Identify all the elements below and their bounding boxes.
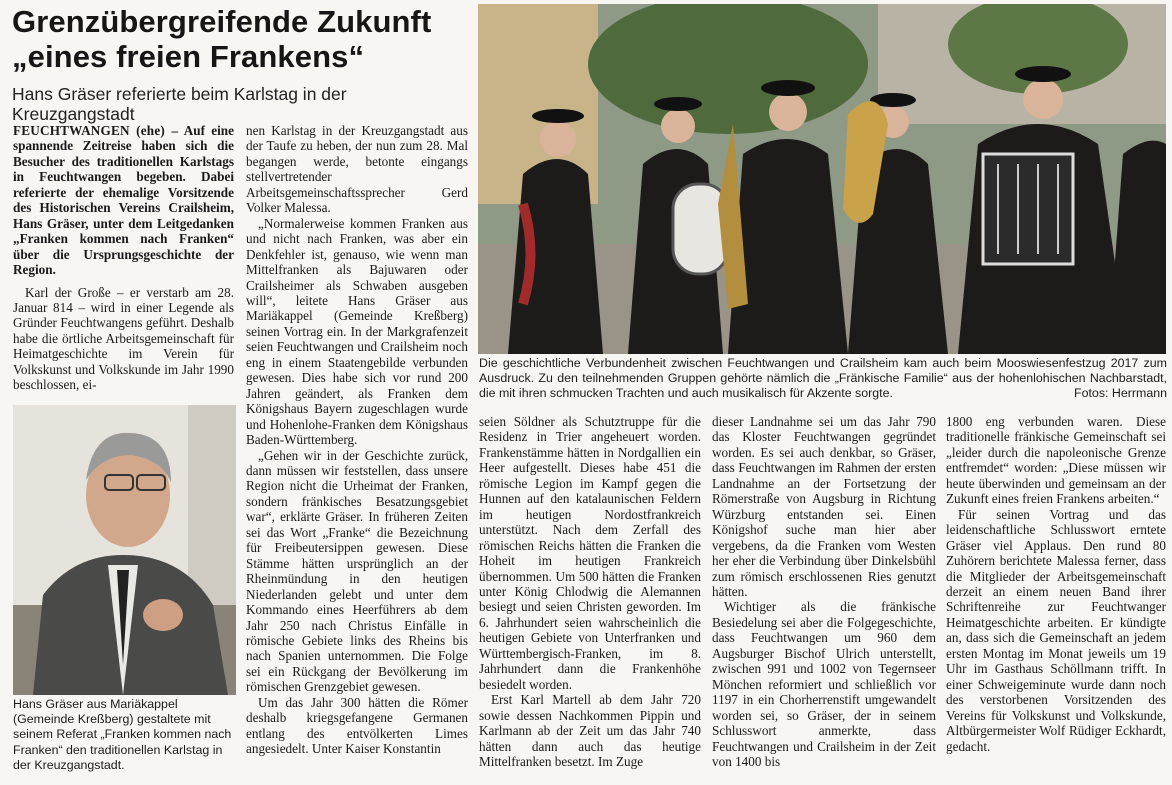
paragraph: dieser Landnahme sei um das Jahr 790 das Kloster Feuchtwangen gegründet worden. Es sei auch denkbar, so Gräser, dass Feuchtwangen im Rahmen der ersten Landnahme an der Fortsetzung der Römerstraße von Augsburg in Richtung Würzburg entstanden sei. Einen Königshof suche man hier aber vergebens, da die Franken vom Westen her eher die Verbindung über Dinkelsbühl zum römisch erschlossenen Ries genutzt hätten. — [712, 414, 936, 599]
paragraph: 1800 eng verbunden waren. Diese traditionelle fränkische Gemeinschaft sei „leider durch die napoleonische Grenze entfremdet“ worden: „Diese müssen wir heute überwinden und gemeinsam an der Zukunft eines freien Frankens arbeiten.“ — [946, 414, 1166, 507]
parade-photo — [478, 4, 1166, 354]
paragraph: „Normalerweise kommen Franken aus und nicht nach Franken, was aber ein Denkfehler ist, genauso, wie wenn man Mittelfranken als Bajuwaren oder Crailsheimer als Schwaben ausgeben will“, leitete Hans Gräser aus Mariäkappel (Gemeinde Kreßberg) seinen Vortrag ein. In der Markgrafenzeit seien Feuchtwangen und Crailsheim noch eng in einem Staatengebilde verbunden gewesen. Dies habe sich vor rund 200 Jahren geändert, als Franken dem Königshaus Bayern zugeschlagen wurde und Hohenlohe-Franken dem Königshaus Baden-Württemberg. — [246, 215, 468, 448]
paragraph: Erst Karl Martell ab dem Jahr 720 sowie dessen Nachkommen Pippin und Karlmann ab der Zeit um das Jahr 740 hätten dann auch das heutige Mittelfranken besetzt. Im Zuge — [479, 692, 701, 769]
paragraph: „Gehen wir in der Geschichte zurück, dann müssen wir feststellen, dass unsere Region nicht die Urheimat der Franken, sondern fränkisches Besatzungsgebiet war“, erklärte Gräser. In früheren Zeiten sei das Wort „Franke“ die Bezeichnung für Freibeutersippen gewesen. Diese Stämme hätten ursprünglich an der Rheinmündung in den heutigen Niederlanden gelebt und unter dem Kommando eines Heerführers ab dem Jahr 250 nach Christus Einfälle in römische Gebiete links des Rheins bis nach Spanien unternommen. Die Folge sei ein Rückgang der Bevölkerung im römischen Grenzgebiet gewesen. — [246, 447, 468, 695]
paragraph: Für seinen Vortrag und das leidenschaftliche Schlusswort erntete Gräser viel Applaus. Den rund 80 Zuhörern berichtete Malessa ferner, dass die Mitglieder der Arbeitsgemeinschaft derzeit an einem neuen Band ihrer Schriftenreihe zur Feuchtwanger Heimatgeschichte arbeiten. Er kündigte an, dass sich die Gemeinschaft an jedem ersten Montag im Monat jeweils um 19 Uhr im Gasthaus Schöllmann trifft. In einer Schweigeminute wurde dann noch des verstorbenen Vorsitzenden des Vereins für Volkskunst und Volkskunde, Altbürgermeister Wolf Rüdiger Eckhardt, gedacht. — [946, 506, 1166, 754]
parade-photo-caption — [479, 356, 1167, 402]
article-column-1 — [13, 123, 234, 393]
article-column-5 — [946, 414, 1166, 754]
paragraph: nen Karlstag in der Kreuzgangstadt aus der Taufe zu heben, der nun zum 28. Mal begangen werde, betonte eingangs stellvertretender Arbeitsgemeinschaftssprecher Gerd Volker Malessa. — [246, 123, 468, 216]
dateline: FEUCHTWANGEN (ehe) – — [13, 123, 179, 138]
lead-text: Auf eine spannende Zeitreise haben sich die Besucher des traditionellen Karlstags in Feuchtwangen begeben. Dabei referierte der ehemalige Vorsitzende des Historischen Vereins Crailsheim, Hans Gräser, unter dem Leitgedanken „Franken kommen nach Franken“ über die Ursprungsgeschichte der Region. — [13, 123, 234, 278]
paragraph: seien Söldner als Schutztruppe für die Residenz in Trier angeheuert worden. Frankenstämme hätten in Nordgallien ein Heer aufgestellt. Dieses habe 451 die römische Legion im Kampf gegen die Hunnen auf den katalaunischen Feldern im heutigen Nordostfrankreich unterstützt. Nach dem Zerfall des römischen Reichs hätten die Franken die Hoheit im heutigen Frankreich übernommen. Um 500 hätten die Franken unter König Chlodwig die Alemannen besiegt und seien Christen geworden. Im 6. Jahrhundert seien wahrscheinlich die heutigen Gebiete von Unterfranken und Württembergisch-Franken, im 8. Jahrhundert dann die Frankenhöhe besiedelt worden. — [479, 414, 701, 692]
article-headline: Grenzübergreifende Zukunft „eines freien Frankens“ — [12, 4, 432, 74]
paragraph: Wichtiger als die fränkische Besiedelung sei aber die Folgegeschichte, dass Feuchtwangen um 960 dem Augsburger Bischof Ulrich unterstellt, zwischen 991 und 1002 von Tegernseer Mönchen reformiert und schließlich vor 1197 in ein Chorherrenstift umgewandelt worden sei, so Gräser, der in seinem Schlusswort anmerkte, dass Feuchtwangen und Crailsheim in der Zeit von 1400 bis — [712, 599, 936, 769]
portrait-photo-image — [13, 405, 236, 695]
caption-text: Die geschichtliche Verbundenheit zwischen Feuchtwangen und Crailsheim kam auch beim Mooswiesenfestzug 2017 zum Ausdruck. Zu den teilnehmenden Gruppen gehörte nämlich die „Fränkische Familie“ aus der hohenlohischen Nachbarstadt, die mit ihren schmucken Trachten und auch musikalisch für Akzente sorgte. — [479, 356, 1167, 401]
photo-credit: Fotos: Herrmann — [1074, 386, 1167, 401]
article-column-2 — [246, 123, 468, 757]
paragraph: Um das Jahr 300 hätten die Römer deshalb kriegsgefangene Germanen entlang des entvölkerten Limes angesiedelt. Unter Kaiser Konstantin — [246, 694, 468, 757]
article-column-4 — [712, 414, 936, 769]
portrait-photo — [13, 405, 236, 695]
article-column-3 — [479, 414, 701, 769]
article-lead — [13, 123, 234, 278]
article-subheadline: Hans Gräser referierte beim Karlstag in der Kreuzgangstadt — [12, 84, 347, 124]
portrait-caption: Hans Gräser aus Mariäkappel (Gemeinde Kreßberg) gestaltete mit seinem Referat „Franken kommen nach Franken“ den traditionellen Karlstag in der Kreuzgangstadt. — [13, 697, 232, 772]
paragraph: Karl der Große – er verstarb am 28. Januar 814 – wird in einer Legende als Gründer Feuchtwangens geführt. Deshalb habe die örtliche Arbeitsgemeinschaft für Heimatgeschichte im Verein für Volkskunst und Volkskunde im Jahr 1990 beschlossen, ei- — [13, 284, 234, 393]
parade-photo-image — [478, 4, 1166, 354]
